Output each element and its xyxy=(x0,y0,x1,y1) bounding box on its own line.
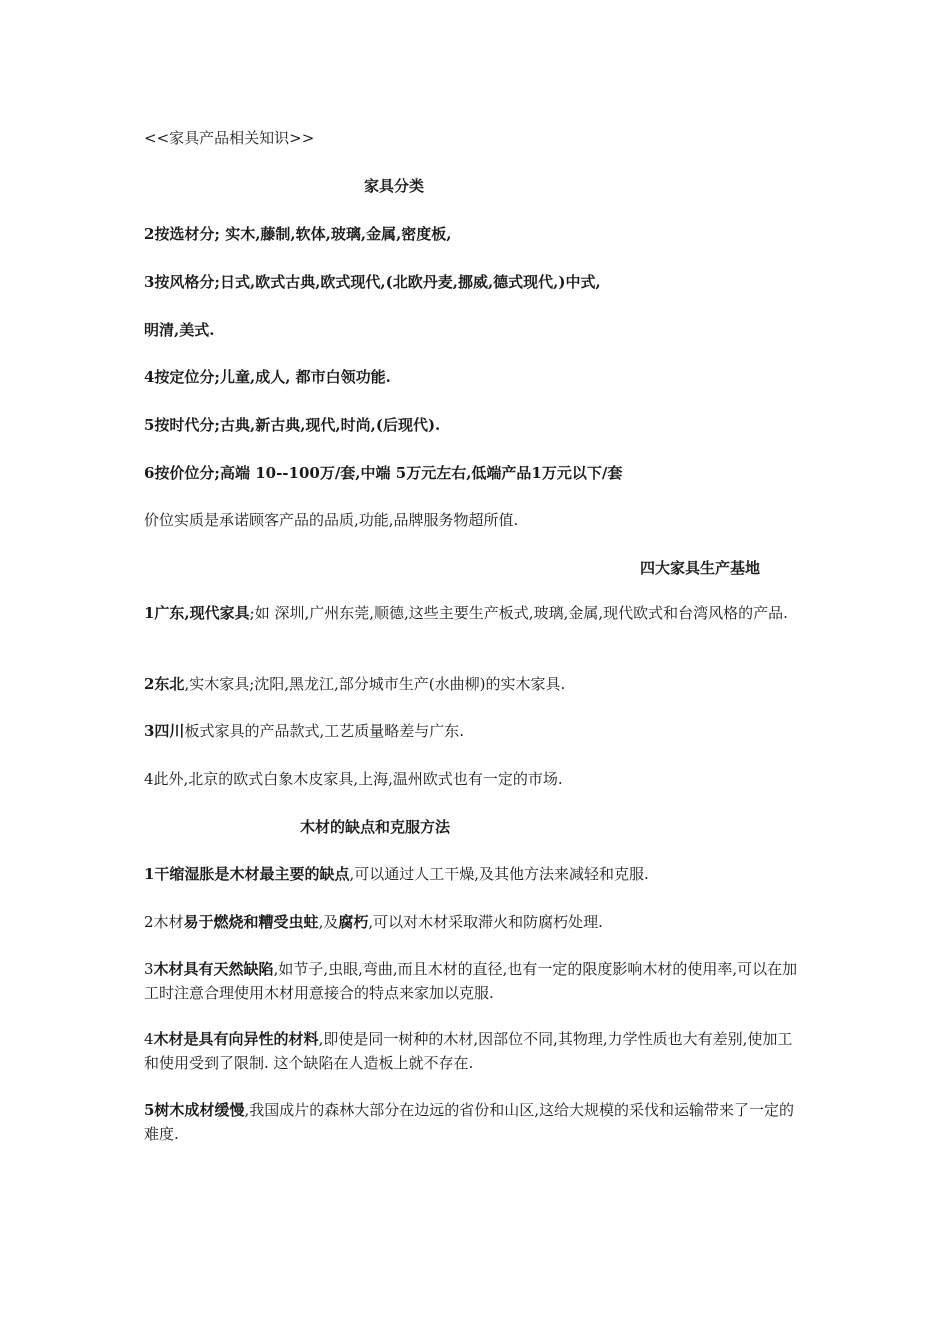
defect-name: 易于燃烧和糟受虫蛀 xyxy=(183,913,319,931)
defect-remedy: ,即使是同一树种的木材,因部位不同,其物理,力学性质也大有差别,使加工和使用受到了限制. 这个缺陷在人造板上就不存在. xyxy=(144,1030,793,1072)
defect-remedy: ,如节子,虫眼,弯曲,而且木材的直径,也有一定的限度影响木材的使用率,可以在加工时注意合理使用木材用意接合的特点来家加以克服. xyxy=(144,960,798,1002)
section-heading-wood-defects: 木材的缺点和克服方法 xyxy=(300,818,451,836)
classification-item: 2按选材分; 实木,藤制,软体,玻璃,金属,密度板, xyxy=(144,225,452,243)
section-heading-furniture-classification: 家具分类 xyxy=(364,177,425,195)
base-description: ,实木家具;沈阳,黑龙江,部分城市生产(水曲柳)的实木家具. xyxy=(184,675,566,693)
defect-remedy: ,可以对木材采取滞火和防腐朽处理. xyxy=(368,913,603,931)
base-name: 2东北 xyxy=(144,675,185,693)
base-name: 3四川 xyxy=(144,722,185,740)
defect-prefix: 3 xyxy=(144,960,154,978)
defect-prefix: 4 xyxy=(144,1030,154,1048)
price-note: 价位实质是承诺顾客产品的品质,功能,品牌服务物超所值. xyxy=(144,511,519,529)
wood-defect-item xyxy=(144,862,804,886)
defect-name: 5树木成材缓慢 xyxy=(144,1101,245,1119)
production-base-item xyxy=(144,719,804,743)
classification-item: 6按价位分;高端 10--100万/套,中端 5万元左右,低端产品1万元以下/套 xyxy=(144,464,623,482)
defect-name: 木材是具有向异性的材料 xyxy=(153,1030,319,1048)
classification-item: 明清,美式. xyxy=(144,321,215,339)
base-description: ;如 深圳,广州东莞,顺德,这些主要生产板式,玻璃,金属,现代欧式和台湾风格的产品. xyxy=(249,604,788,622)
classification-item: 3按风格分;日式,欧式古典,欧式现代,(北欧丹麦,挪威,德式现代,)中式, xyxy=(144,273,601,291)
defect-prefix: 2木材 xyxy=(144,913,184,931)
defect-name: 1干缩湿胀是木材最主要的缺点 xyxy=(144,865,350,883)
base-description: 4此外,北京的欧式白象木皮家具,上海,温州欧式也有一定的市场. xyxy=(144,770,563,788)
classification-item: 4按定位分;儿童,成人, 都市白领功能. xyxy=(144,368,391,386)
wood-defect-item xyxy=(144,1027,804,1075)
wood-defect-item xyxy=(144,910,804,934)
production-base-item xyxy=(144,672,804,696)
production-base-item xyxy=(144,601,804,625)
document-title: <<家具产品相关知识>> xyxy=(144,129,315,147)
wood-defect-item xyxy=(144,1098,804,1146)
defect-name: 腐朽 xyxy=(338,913,369,931)
wood-defect-item xyxy=(144,957,804,1005)
defect-remedy: ,我国成片的森林大部分在边远的省份和山区,这给大规模的采伐和运输带来了一定的难度. xyxy=(144,1101,794,1143)
section-heading-production-bases: 四大家具生产基地 xyxy=(640,559,761,577)
base-description: 板式家具的产品款式,工艺质量略差与广东. xyxy=(184,722,464,740)
base-name: 1广东,现代家具 xyxy=(144,604,250,622)
classification-item: 5按时代分;古典,新古典,现代,时尚,(后现代). xyxy=(144,416,441,434)
defect-connector: ,及 xyxy=(318,913,339,931)
production-base-item xyxy=(144,767,804,791)
defect-name: 木材具有天然缺陷 xyxy=(153,960,274,978)
defect-remedy: ,可以通过人工干燥,及其他方法来减轻和克服. xyxy=(349,865,649,883)
